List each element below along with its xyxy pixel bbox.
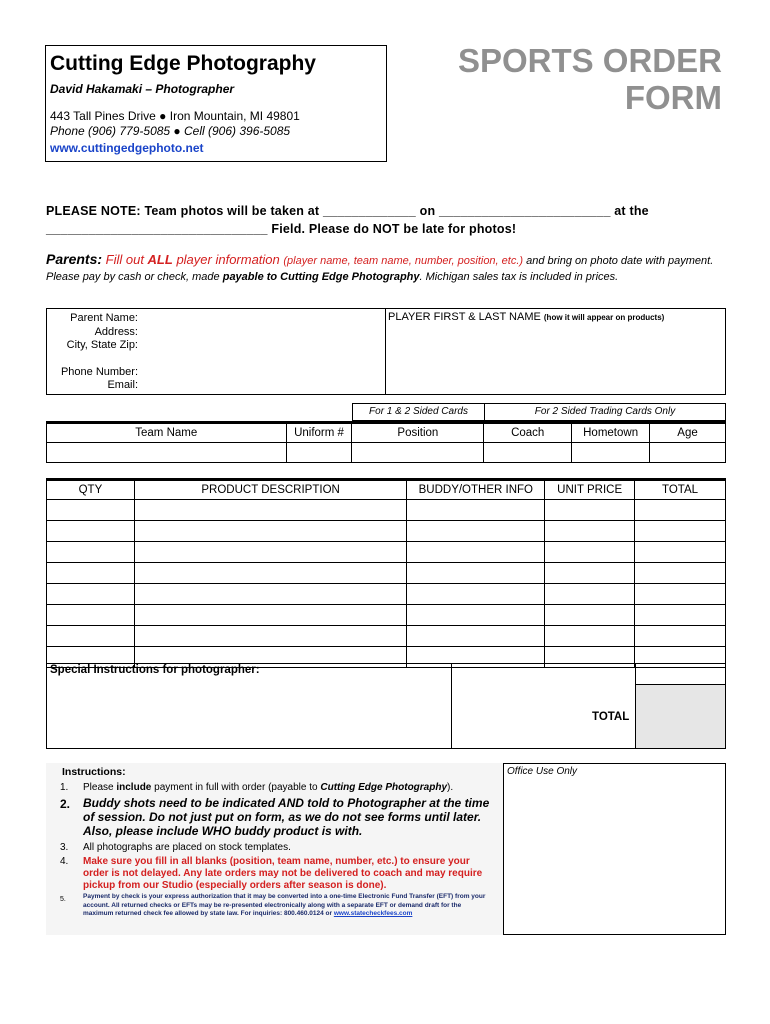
col-position: Position	[352, 423, 484, 443]
address-label: Address:	[94, 325, 138, 338]
player-info: player information	[172, 252, 284, 267]
parents-colon: :	[97, 251, 103, 267]
instructions-title: Instructions:	[62, 766, 126, 778]
title-line1: SPORTS ORDER	[457, 42, 722, 79]
instr-5	[83, 893, 493, 919]
company-name: Cutting Edge Photography	[50, 52, 316, 75]
photographer: David Hakamaki – Photographer	[50, 82, 235, 96]
form-title	[458, 42, 722, 116]
player-name-field[interactable]	[388, 311, 664, 323]
instr-3-num: 3.	[60, 842, 69, 853]
uniform-input[interactable]	[286, 443, 352, 463]
parent-box-divider	[385, 308, 386, 395]
parents-paragraph	[46, 251, 736, 285]
title-line2: FORM	[624, 79, 722, 116]
instr-1-c: payment in full with order (payable to	[151, 782, 321, 793]
col-unit-price: UNIT PRICE	[545, 480, 635, 500]
age-input[interactable]	[650, 443, 726, 463]
instr-1-a: Please	[83, 782, 117, 793]
instr-4-num: 4.	[60, 856, 69, 867]
total-value-cell[interactable]	[635, 684, 726, 749]
table-row[interactable]	[47, 563, 726, 584]
instr-5-text: Payment by check is your express authorization that it may be converted into a one-time Electronic Fund Transfer (EFT) from your account. All returned checks or EFTs may be re-presented electronically along with a separate EFT or demand draft for the maximum returned check fee allowed by state law. For inquiries: 800.460.0124 or	[83, 893, 486, 917]
table-row[interactable]	[47, 521, 726, 542]
address: 443 Tall Pines Drive ● Iron Mountain, MI 49801	[50, 109, 300, 123]
website-link[interactable]: www.cuttingedgephoto.net	[50, 141, 204, 155]
table-row[interactable]	[47, 542, 726, 563]
instr-1	[83, 782, 453, 794]
total-label: TOTAL	[592, 711, 630, 723]
special-instructions-label: Special Instructions for photographer:	[50, 664, 260, 676]
instr-2-num: 2.	[60, 797, 71, 811]
phone-label: Phone Number:	[60, 365, 138, 378]
col-coach: Coach	[484, 423, 572, 443]
total-label-box	[451, 663, 636, 749]
order-table	[46, 478, 726, 668]
office-use-label: Office Use Only	[507, 766, 578, 777]
instr-5-num: 5.	[60, 896, 66, 903]
parents-rest: and bring on photo date with payment. Please pay by cash or check, made	[46, 255, 714, 283]
parent-name-label: Parent Name:	[70, 312, 138, 324]
email-label: Email:	[107, 379, 138, 391]
player-note: (how it will appear on products)	[543, 313, 665, 322]
hometown-input[interactable]	[572, 443, 650, 463]
total-top-cell[interactable]	[635, 663, 726, 685]
table-row[interactable]	[47, 626, 726, 647]
phone-numbers: Phone (906) 779-5085 ● Cell (906) 396-5085	[50, 124, 291, 138]
table-row[interactable]	[47, 605, 726, 626]
instr-3: All photographs are placed on stock templates.	[83, 842, 291, 853]
team-table	[46, 421, 726, 463]
col-qty: QTY	[47, 480, 135, 500]
sub-header-1: For 1 & 2 Sided Cards	[369, 406, 468, 417]
table-row[interactable]	[47, 500, 726, 521]
fill-out: Fill out	[102, 252, 148, 267]
parents-tail: . Michigan sales tax is included in prices.	[419, 271, 619, 283]
col-product: PRODUCT DESCRIPTION	[134, 480, 407, 500]
col-buddy: BUDDY/OTHER INFO	[407, 480, 545, 500]
col-total: TOTAL	[635, 480, 726, 500]
col-age: Age	[650, 423, 726, 443]
note-line1: PLEASE NOTE: Team photos will be taken at _____________ on ________________________ at the	[46, 204, 649, 218]
instr-1-d: Cutting Edge Photography	[320, 782, 448, 793]
instr-1-num: 1.	[60, 782, 69, 793]
sub-header-2: For 2 Sided Trading Cards Only	[534, 406, 676, 417]
team-name-input[interactable]	[47, 443, 287, 463]
col-team-name: Team Name	[47, 423, 287, 443]
instr-5-link[interactable]: www.statecheckfees.com	[333, 910, 413, 917]
instr-4: Make sure you fill in all blanks (position, team name, number, etc.) to ensure your order is not delayed. Any late orders may not be delivered to coach and may require pickup from our Studio (especially orders after season is done).	[83, 856, 483, 891]
parents-lead: Parents	[46, 251, 98, 267]
position-input[interactable]	[352, 443, 484, 463]
note-line2: _______________________________ Field. Please do NOT be late for photos!	[46, 222, 517, 236]
col-uniform: Uniform #	[286, 423, 352, 443]
payable-text: payable to Cutting Edge Photography	[222, 271, 420, 283]
coach-input[interactable]	[484, 443, 572, 463]
instr-1-b: include	[116, 782, 152, 793]
player-label: PLAYER FIRST & LAST NAME	[388, 311, 541, 323]
col-hometown: Hometown	[572, 423, 650, 443]
paren-text: (player name, team name, number, position, etc.)	[283, 255, 524, 267]
please-note	[46, 202, 726, 238]
instr-1-e: ).	[447, 782, 454, 793]
parent-labels	[50, 312, 138, 393]
table-row[interactable]	[47, 584, 726, 605]
all-emph: ALL	[147, 252, 173, 267]
instr-2: Buddy shots need to be indicated AND told to Photographer at the time of session. Do not just put on form, as we do not see forms until later. Also, please include WHO buddy product is with.	[83, 796, 490, 838]
city-label: City, State Zip:	[66, 339, 138, 351]
